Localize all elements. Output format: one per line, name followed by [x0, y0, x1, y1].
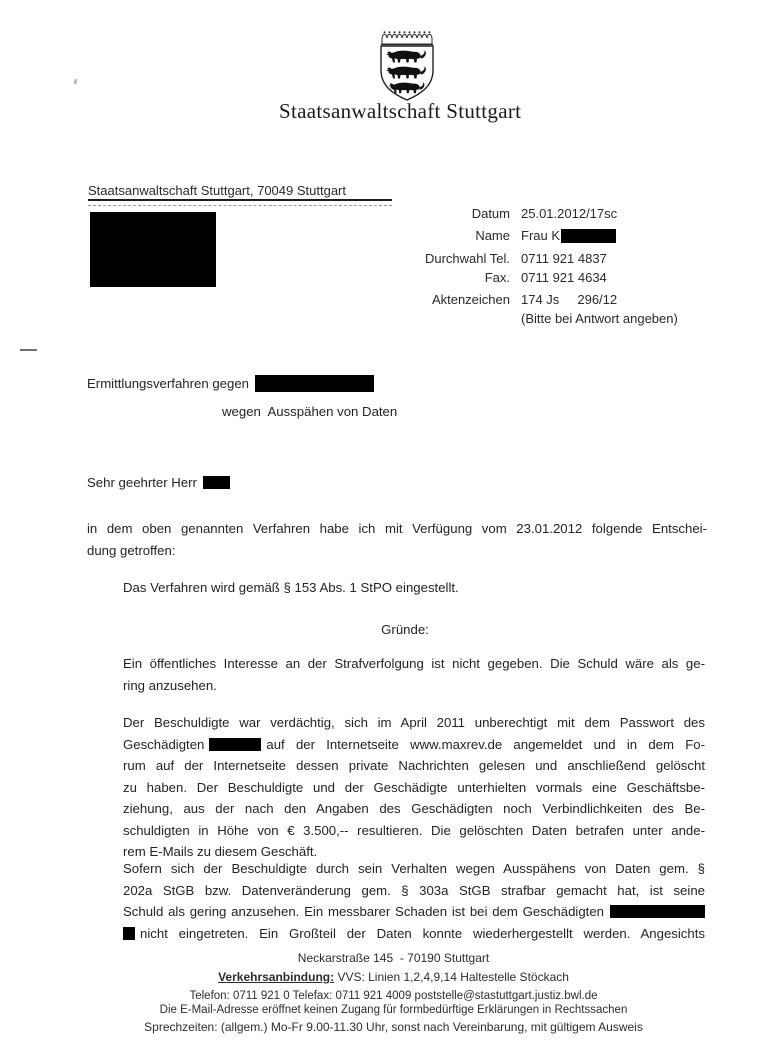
info-value-aktenzeichen: 174 Js 296/12 — [521, 292, 618, 307]
footer-street-address: Neckarstraße 145 - 70190 Stuttgart — [297, 951, 490, 965]
footer-transport-line — [30, 970, 757, 984]
text-line: dung getroffen: — [87, 542, 176, 558]
authority-title: Staatsanwaltschaft Stuttgart — [279, 99, 522, 123]
footer-transport-label: Verkehrsanbindung: — [218, 970, 335, 984]
info-label-datum: Datum — [471, 206, 510, 221]
subject-line-proceedings — [87, 375, 374, 392]
decision-line: Das Verfahren wird gemäß § 153 Abs. 1 StPO eingestellt. — [123, 580, 459, 595]
text-line — [123, 923, 705, 945]
info-label-name: Name — [475, 228, 510, 243]
info-value-datum: 25.01.2012/17sc — [521, 206, 618, 221]
text-line: Der Beschuldigte war verdächtig, sich im April 2011 unberechtigt mit dem Passwort des — [123, 715, 705, 730]
text-line: rem E-Mails zu diesem Geschäft. — [123, 844, 318, 859]
subject-line-wegen: wegen Ausspähen von Daten — [222, 404, 398, 419]
footer-office-hours: Sprechzeiten: (allgem.) Mo-Fr 9.00-11.30 Uhr, sonst nach Vereinbarung, mit gültigem Ausweis — [144, 1020, 643, 1034]
text-line: 202a StGB bzw. Datenveränderung gem. § 303a StGB strafbar gemacht hat, ist seine — [123, 882, 705, 898]
info-row-name — [330, 228, 730, 243]
redaction-contact-name — [561, 229, 616, 243]
text-line: ziehung, aus der nach den Angaben des Geschädigten noch Verbindlichkeiten des Be- — [123, 801, 705, 816]
info-label-durchwahl: Durchwahl Tel. — [424, 251, 510, 266]
paragraph-intro — [87, 518, 707, 561]
footer-phone-email: Telefon: 0711 921 0 Telefax: 0711 921 4009 poststelle@stastuttgart.justiz.bwl.de — [189, 990, 598, 1002]
text-line: schuldigten in Höhe von € 3.500,-- resultieren. Die gelöschten Daten betrafen unter ande- — [123, 822, 705, 838]
text-line — [123, 901, 705, 923]
text-line: rum auf der Internetseite dessen private Nachrichten gelesen und anschließend gelöscht — [123, 758, 705, 773]
text-line: in dem oben genannten Verfahren habe ich mit Verfügung vom 23.01.2012 folgende Entschei- — [87, 521, 707, 536]
footer-email-note: Die E-Mail-Adresse eröffnet keinen Zugang für formbedürftige Erklärungen in Rechtssachen — [159, 1004, 628, 1016]
sender-underline — [88, 199, 392, 206]
scan-artifact-mark — [74, 79, 78, 85]
footer-transport-value: VVS: Linien 1,2,4,9,14 Haltestelle Stöckach — [334, 970, 569, 984]
text-line — [123, 734, 705, 756]
text-fragment: nicht eingetreten. Ein Großteil der Daten konnte wiederhergestellt werden. Angesichts — [140, 925, 705, 941]
info-row-aktenzeichen — [330, 292, 730, 307]
info-value-fax: 0711 921 4634 — [521, 270, 607, 285]
redaction-victim-name-2 — [610, 905, 705, 918]
contact-name-prefix: Frau K — [521, 228, 561, 243]
redaction-victim-name — [209, 738, 261, 751]
redaction-victim-name-3 — [123, 927, 135, 940]
sender-return-address: Staatsanwaltschaft Stuttgart, 70049 Stuttgart — [88, 183, 346, 198]
text-line: Ein öffentliches Interesse an der Strafverfolgung ist nicht gegeben. Die Schuld wäre als ge- — [123, 656, 705, 671]
text-fragment: Schuld als gering anzusehen. Ein messbarer Schaden ist bei dem Geschädigten — [123, 904, 604, 919]
redaction-addressee-name — [203, 476, 230, 489]
info-row-note — [330, 311, 730, 326]
salutation-text: Sehr geehrter Herr — [87, 475, 197, 490]
reasons-heading: Gründe: — [381, 622, 429, 637]
subject-text: Ermittlungsverfahren gegen — [87, 376, 250, 391]
info-value-durchwahl: 0711 921 4837 — [521, 251, 607, 266]
redaction-recipient-address — [90, 212, 216, 287]
salutation-line — [87, 475, 230, 490]
info-label-aktenzeichen: Aktenzeichen — [431, 292, 510, 307]
info-row-datum — [330, 206, 730, 221]
paragraph-liability — [123, 858, 705, 944]
paragraph-public-interest — [123, 653, 705, 696]
info-label-fax: Fax. — [484, 270, 510, 285]
paragraph-suspicion — [123, 712, 705, 863]
text-line: ring anzusehen. — [123, 677, 217, 693]
info-row-fax — [330, 270, 730, 285]
baden-wuerttemberg-coat-of-arms-icon — [374, 26, 440, 102]
info-label-empty — [330, 311, 510, 326]
text-fragment: Geschädigten — [123, 736, 205, 752]
fold-mark — [20, 349, 37, 351]
info-value-name — [521, 228, 616, 243]
text-line: Sofern sich der Beschuldigte durch sein Verhalten wegen Ausspähens von Daten gem. § — [123, 861, 705, 876]
text-line: zu haben. Der Beschuldigte und der Geschädigte unterhielten vormals eine Geschäftsbe- — [123, 779, 705, 795]
info-value-note: (Bitte bei Antwort angeben) — [521, 311, 678, 326]
redaction-accused-name — [255, 375, 374, 392]
text-fragment: auf der Internetseite www.maxrev.de angemeldet und in dem Fo- — [266, 736, 705, 752]
info-row-durchwahl — [330, 251, 730, 266]
